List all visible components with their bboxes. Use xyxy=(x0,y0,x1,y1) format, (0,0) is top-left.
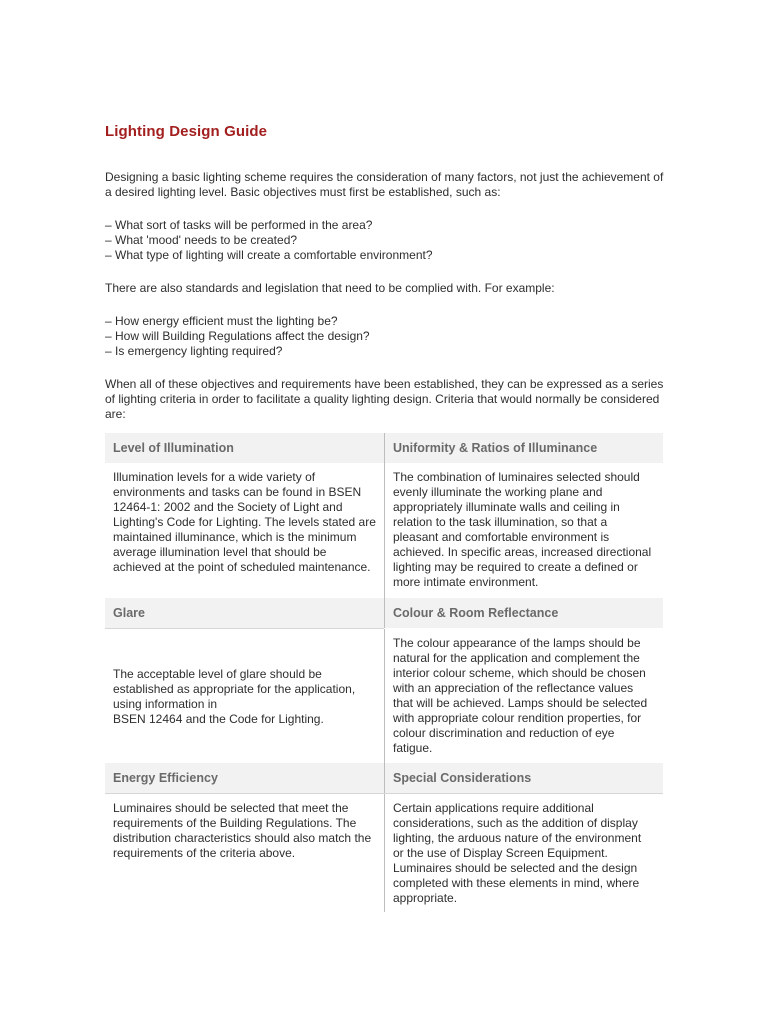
table-cell: Illumination levels for a wide variety of environments and tasks can be found in BSEN 12464-1: 2002 and the Society of Light and Lighting's Code for Lighting. The levels stated are maintained illuminance, which is the minimum average illumination level that should be achieved at the point of scheduled maintenance. xyxy=(113,470,376,574)
table-header-row xyxy=(105,433,663,463)
standards-intro-text: There are also standards and legislation that need to be complied with. For example: xyxy=(105,281,555,295)
intro-text: Designing a basic lighting scheme requires the consideration of many factors, not just the achievement of a desired lighting level. Basic objectives must first be established, such as: xyxy=(105,170,664,199)
list-item: – What sort of tasks will be performed in the area? xyxy=(105,218,373,232)
intro-paragraph xyxy=(105,170,665,200)
list-item: – What type of lighting will create a comfortable environment? xyxy=(105,248,433,262)
standards-paragraph xyxy=(105,281,665,296)
criteria-paragraph xyxy=(105,377,665,422)
table-cell: Luminaires should be selected that meet the requirements of the Building Regulations. The distribution characteristics should also match the requirements of the criteria above. xyxy=(113,801,372,860)
table-row xyxy=(105,463,663,598)
criteria-table xyxy=(105,433,663,912)
table-heading: Special Considerations xyxy=(384,763,663,793)
table-heading: Glare xyxy=(105,598,384,628)
table-heading: Uniformity & Ratios of Illuminance xyxy=(384,433,663,463)
page-title: Lighting Design Guide xyxy=(105,123,268,140)
table-row xyxy=(105,794,663,912)
table-cell: Certain applications require additional considerations, such as the addition of display lighting, the arduous nature of the environment or the use of Display Screen Equipment. Luminaires should be selected and the design completed with these elements in mind, where appropriate. xyxy=(384,794,663,912)
table-cell: The combination of luminaires selected should evenly illuminate the working plane and appropriately illuminate walls and ceiling in relation to the task illumination, so that a pleasant and comfortable environment is achieved. In specific areas, increased directional lighting may be required to create a defined or more intimate environment. xyxy=(384,463,663,598)
glare-text-2: BSEN 12464 and the Code for Lighting. xyxy=(113,711,324,726)
table-row xyxy=(105,629,663,763)
table-heading: Level of Illumination xyxy=(105,433,384,463)
table-heading: Colour & Room Reflectance xyxy=(384,598,663,628)
standards-list xyxy=(105,314,665,359)
list-item: – What 'mood' needs to be created? xyxy=(105,233,298,247)
objectives-list xyxy=(105,218,665,263)
table-header-row xyxy=(105,598,663,628)
list-item: – How energy efficient must the lighting be? xyxy=(105,314,338,328)
list-item: – How will Building Regulations affect the design? xyxy=(105,329,370,343)
table-cell xyxy=(105,629,384,763)
table-header-row xyxy=(105,763,663,793)
table-heading: Energy Efficiency xyxy=(105,763,384,793)
table-cell: The colour appearance of the lamps should be natural for the application and complement the interior colour scheme, which should be chosen with an appreciation of the reflectance values that will be achieved. Lamps should be selected with appropriate colour rendition properties, for colour discrimination and reduction of eye fatigue. xyxy=(384,629,663,763)
criteria-intro-text: When all of these objectives and requirements have been established, they can be expressed as a series of lighting criteria in order to facilitate a quality lighting design. Criteria that would normally be considered are: xyxy=(105,377,664,421)
list-item: – Is emergency lighting required? xyxy=(105,344,283,358)
glare-text: The acceptable level of glare should be established as appropriate for the application, using information in xyxy=(113,666,356,711)
